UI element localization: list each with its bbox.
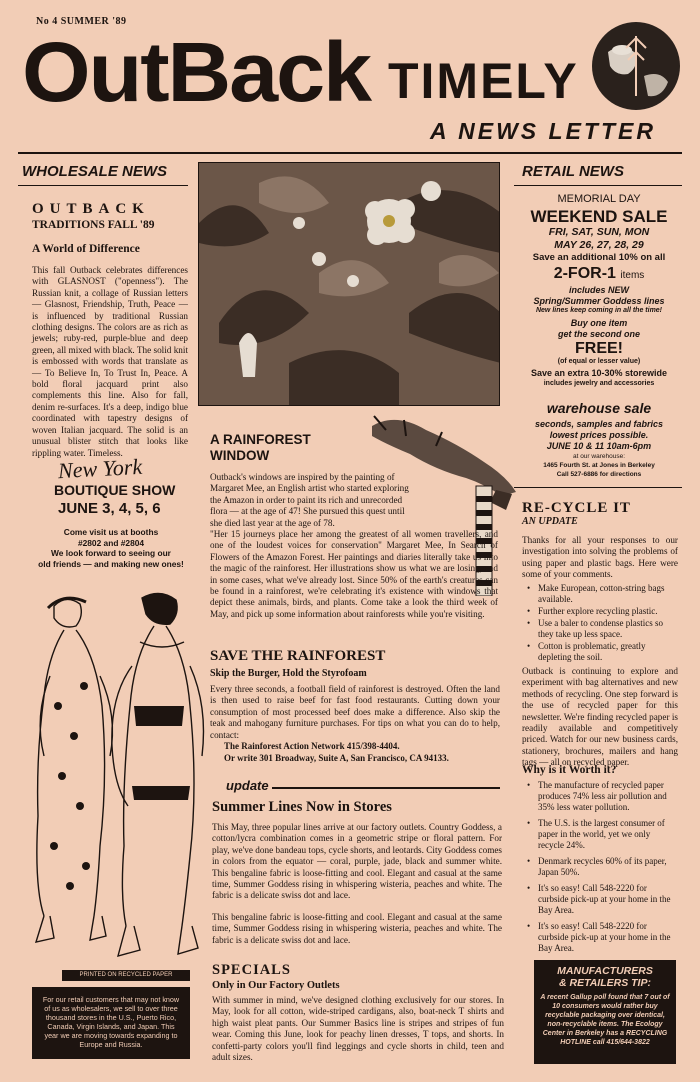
memorial-day: MEMORIAL DAY (557, 193, 641, 205)
wholesale-title: OUTBACK (32, 201, 150, 217)
specials-body: With summer in mind, we've designed clothing exclusively for our stores. In May, look for all cotton, wide-striped cardigans, also, boat-neck T shirts and high waist pleat pants. Our Summer Basics line is stripes and stripes of fun wear. Coming this June, look for peachy linen dresses, T tops, and shorts. In confetti-party colors you'll find leggings and cycle shorts in child, teen and adult sizes. (212, 995, 504, 1063)
summer-lines-body: This May, three popular lines arrive at our factory outlets. Country Goddess, a cotton/lycra combination comes in a geometric stripe or floral pattern. For play, we've done bandeau tops, cycle shorts, and leotards. City Goddess comes in colors from the equator — coral, purple, jade, black and summer white. This bengaline fabric is loose-fitting and cool. Elegant and casual at the same time, Summer Goddess rising in whispering wisteria, peaches and white. The fabric is a delicate swiss dot and lace. (212, 822, 502, 901)
newsletter-subtitle: A NEWS LETTER (430, 118, 656, 144)
warehouse-phone: Call 527-6886 for directions (556, 471, 642, 478)
recycle-title: RE-CYCLE IT (522, 500, 631, 516)
recycle-subtitle: AN UPDATE (522, 516, 578, 527)
why-worth-title: Why is it Worth it? (522, 764, 617, 776)
manufacturers-tip-box: MANUFACTURERS & RETAILERS TIP: A recent Gallup poll found that 7 out of 10 consumers would rather buy recyclable packaging over identical, non-recyclable items. The Ecology Center in Berkeley has a RECYCLING HOTLINE call 415/644-3822 (534, 960, 676, 1064)
list-item: • It's so easy! Call 548-2220 for curbside pick-up at your home in the Bay Area. (522, 921, 678, 954)
list-item: • Denmark recycles 60% of its paper, Japan 50%. (522, 856, 678, 878)
buy-one: Buy one item (570, 318, 628, 328)
list-item: • The manufacture of recycled paper produces 74% less air pollution and 35% less water pollution. (522, 780, 678, 813)
warehouse-sale-title: warehouse sale (546, 400, 652, 416)
issue-label: No 4 SUMMER '89 (36, 16, 127, 27)
list-item: • Cotton is problematic, greatly depleting the soil. (522, 641, 678, 663)
warehouse-address: 1465 Fourth St. at Jones in Berkeley (543, 462, 655, 469)
includes-new: includes NEW (568, 285, 629, 295)
specials-title: SPECIALS (212, 962, 291, 978)
recycle-body: Thanks for all your responses to our investigation into solving the problems of using paper and plastic bags. Here were some of your comments. (522, 535, 678, 580)
equal-note: (of equal or lesser value) (557, 358, 641, 365)
save-rainforest-body: Every three seconds, a football field of rainforest is destroyed. Often the land is then used to raise beef for fast food restaurants. Cutting down your consumption of most processed beef does make a difference. Also skip the teak and mahogany furniture purchases. For tips on what you can do to help, contact: (210, 684, 500, 740)
warehouse-line-1: seconds, samples and fabrics (534, 419, 664, 429)
extra-savings: Save an extra 10-30% storewide (530, 368, 668, 378)
wholesale-heading: A World of Difference (32, 243, 140, 255)
globe-icon (588, 18, 684, 114)
two-for-one: 2-FOR-1 items (553, 265, 645, 282)
jewelry-note: includes jewelry and accessories (543, 380, 655, 387)
sale-dates: MAY 26, 27, 28, 29 (554, 239, 644, 251)
rainforest-window-body: Outback's windows are inspired by the painting of Margaret Mee, an English artist who started exploring the Amazon in order to paint its rich and unrecorded flora — at the age of 47! She pursued this quest until she died last year at the age of 78. "Her 15 journeys place her among the greatest of all women travellers, and one of the loudest voices for conservation" Margaret Mee, In Search of Flowers of the Amazon Forest. Her paintings and diaries literally take us into the magic of the rainforest. Her illustrations show us what we are losing, and in some cases, what we've already lost. Since 50% of the earth's creatures can be found in a rainforest, we're celebrating it's existence with windows that depict these animals, birds, and plants. Come take a look the third week of May, and pick up some information about rainforests while you're visiting. (210, 472, 498, 619)
get-second: get the second one (557, 329, 640, 339)
list-item: • Make European, cotton-string bags available. (522, 583, 678, 605)
sale-save: Save an additional 10% on all (532, 252, 666, 263)
rainforest-painting (198, 162, 500, 406)
why-worth-list (522, 780, 678, 959)
outback-logo: OutBack (22, 25, 371, 119)
recycle-comments (522, 583, 678, 664)
list-item: • The U.S. is the largest consumer of paper in the world, yet we only recycle 24%. (522, 818, 678, 851)
free-label: FREE! (575, 340, 623, 357)
list-item: • Use a baler to condense plastics so they take up less space. (522, 618, 678, 640)
warehouse-line-3: JUNE 10 & 11 10am-6pm (546, 441, 652, 451)
summer-lines-title: Summer Lines Now in Stores (212, 799, 392, 815)
list-item: • It's so easy! Call 548-2220 for curbside pick-up at your home in the Bay Area. (522, 883, 678, 916)
boutique-dates: JUNE 3, 4, 5, 6 (58, 500, 161, 517)
boutique-show: BOUTIQUE SHOW (54, 482, 176, 498)
retail-news-header: RETAIL NEWS (522, 163, 624, 180)
new-york-script: New York (57, 453, 143, 484)
goddess-lines: Spring/Summer Goddess lines (533, 296, 665, 306)
save-rainforest-subtitle: Skip the Burger, Hold the Styrofoam (210, 668, 367, 679)
rainforest-contact: The Rainforest Action Network 415/398-4404. Or write 301 Broadway, Suite A, San Francisco, CA 94133. (224, 741, 449, 763)
wholesale-subtitle: TRADITIONS FALL '89 (32, 219, 155, 231)
wholesale-info-box: For our retail customers that may not know of us as wholesalers, we sell to over three thousand stores in the U.S., Puerto Rico, Canada, Virgin Islands, and Japan. This year we are moving towards expanding to Europe and Russia. (32, 987, 190, 1059)
new-lines-note: New lines keep coming in all the time! (535, 307, 663, 314)
specials-subtitle: Only in Our Factory Outlets (212, 980, 340, 991)
weekend-sale: WEEKEND SALE (530, 207, 668, 226)
save-rainforest-title: SAVE THE RAINFOREST (210, 648, 386, 664)
fashion-illustration (14, 586, 210, 968)
booth-info: Come visit us at booths #2802 and #2804 We look forward to seeing our old friends — and making new ones! (38, 527, 184, 569)
wholesale-body: This fall Outback celebrates differences with GLASNOST ("openness"). The Russian knit, a collage of Russian letters — Glasnost, Friendship, Truth, Peace — is influenced by traditional Russian clothing designs. The colors are as rich as jewels; ruby-red, purple-blue and deep green, all mixed with black. The solid knit is embossed with words that translate as — To Believe In, To Trust In, Peace. A bold floral jacquard print also complements this line. Also for fall, denim re-surfaces. It's a deep, indigo blue coordinated with tapestry designs of woven Italian jacquard. The solid is an unusual blister stitch that looks like rippling water. Timeless. (32, 265, 188, 458)
recycled-paper-label: PRINTED ON RECYCLED PAPER (62, 970, 190, 981)
summer-lines-body-repeat: This bengaline fabric is loose-fitting and cool. Elegant and casual at the same time, Summer Goddess rising in whispering wisteria, peaches and white. The fabric is a delicate swiss dot and lace. (212, 912, 502, 945)
timely-title: TIMELY (388, 53, 579, 109)
recycle-body-2: Outback is continuing to explore and experiment with bag alternatives and new methods of recycling. One step forward is the use of recycled paper for this newsletter. We're finding recycled paper is readily available and competitively priced. Watch for our new business cards, stationery, brochures, mailers and hang tags — all on recycled paper. (522, 666, 678, 768)
warehouse-line-2: lowest prices possible. (549, 430, 649, 440)
rainforest-window-title: A RAINFOREST WINDOW (210, 432, 311, 463)
warehouse-line-4: at our warehouse: (572, 453, 626, 460)
update-label: update (226, 778, 269, 793)
wholesale-news-header: WHOLESALE NEWS (22, 163, 167, 180)
list-item: • Further explore recycling plastic. (522, 606, 678, 617)
sale-days: FRI, SAT, SUN, MON (548, 226, 650, 238)
